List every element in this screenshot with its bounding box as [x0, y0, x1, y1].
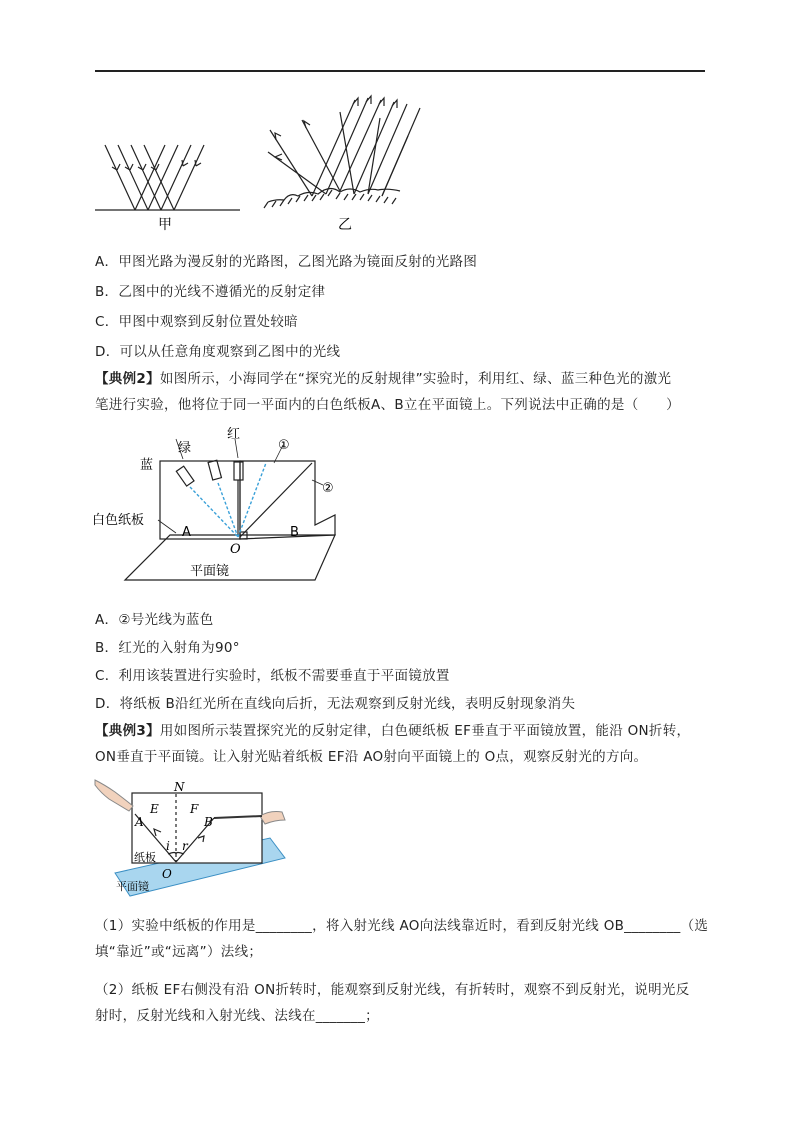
q3-stem [95, 718, 710, 770]
q2-option-a: A．②号光线为蓝色 [95, 612, 214, 628]
laser-board-figure [90, 425, 350, 600]
q1-option-c: C．甲图中观察到反射位置处较暗 [95, 314, 298, 330]
specular-diagram [95, 145, 240, 210]
o-label: O [230, 542, 241, 557]
q2-stem [95, 366, 710, 418]
q1-option-a: A．甲图光路为漫反射的光路图，乙图光路为镜面反射的光路图 [95, 254, 478, 270]
mirror-text: 平面镜 [116, 880, 149, 893]
q1-option-d: D．可以从任意角度观察到乙图中的光线 [95, 344, 341, 360]
light-rays [190, 463, 266, 537]
q2-tag: 【典例2】 [95, 371, 160, 387]
green-laser-pen [208, 460, 221, 480]
a-label: A [182, 525, 191, 540]
e-label: E [150, 802, 159, 816]
board-text: 纸板 [134, 851, 156, 864]
ray2-label: ② [322, 481, 334, 496]
blue-label: 蓝 [140, 458, 154, 473]
q2-option-b: B．红光的入射角为90° [95, 640, 240, 656]
blue-laser-pen [176, 466, 194, 486]
f-label: F [190, 802, 199, 816]
fig1-right-label: 乙 [338, 217, 352, 233]
board-b-outline [240, 461, 335, 539]
b-point-label: B [204, 815, 213, 829]
q1-option-b: B．乙图中的光线不遵循光的反射定律 [95, 284, 326, 300]
n-label: N [174, 780, 185, 794]
r-angle-label: r [182, 839, 188, 853]
right-hand [260, 812, 285, 825]
q3-sub2 [95, 977, 710, 1029]
q2-option-c: C．利用该装置进行实验时，纸板不需要垂直于平面镜放置 [95, 668, 450, 684]
q3-sub1-line2: 填“靠近”或“远离”）法线； [95, 944, 263, 960]
q2-stem-line2: 笔进行实验，他将位于同一平面内的白色纸板A、B立在平面镜上。下列说法中正确的是（ ） [95, 397, 680, 413]
reflection-board-figure [90, 778, 290, 903]
i-angle-label: i [166, 839, 170, 853]
q3-sub1-line1: （1）实验中纸板的作用是________，将入射光线 AO向法线靠近时，看到反射光线 OB________（选 [95, 918, 709, 934]
red-laser-pen [234, 462, 243, 480]
board-label: 白色纸板 [92, 513, 145, 528]
q3-sub2-line1: （2）纸板 EF右侧没有沿 ON折转时，能观察到反射光线，有折转时，观察不到反射光，说明光反 [95, 982, 690, 998]
q3-line2: ON垂直于平面镜。让入射光贴着纸板 EF沿 AO射向平面镜上的 O点，观察反射光的方向。 [95, 749, 648, 765]
green-label: 绿 [178, 441, 192, 456]
fig1-left-label: 甲 [158, 217, 172, 233]
o-point-label: O [162, 867, 172, 881]
b-label: B [290, 525, 299, 540]
q3-line1: 用如图所示装置探究光的反射定律，白色硬纸板 EF垂直于平面镜放置，能沿 ON折转， [159, 723, 691, 739]
q3-tag: 【典例3】 [95, 723, 160, 739]
ray1-label: ① [278, 438, 290, 453]
q3-sub1 [95, 913, 710, 965]
red-label: 红 [227, 427, 241, 442]
a-point-label: A [135, 815, 144, 829]
diffuse-diagram [264, 96, 420, 208]
q2-stem-line1: 如图所示，小海同学在“探究光的反射规律”实验时，利用红、绿、蓝三种色光的激光 [159, 371, 672, 387]
q3-sub2-line2: 射时，反射光线和入射光线、法线在_______； [95, 1008, 379, 1024]
header-rule [95, 70, 705, 72]
q2-option-d: D．将纸板 B沿红光所在直线向后折，无法观察到反射光线，表明反射现象消失 [95, 696, 576, 712]
mirror-label: 平面镜 [190, 564, 230, 579]
reflection-figure-1 [90, 90, 450, 240]
left-hand [95, 780, 133, 811]
